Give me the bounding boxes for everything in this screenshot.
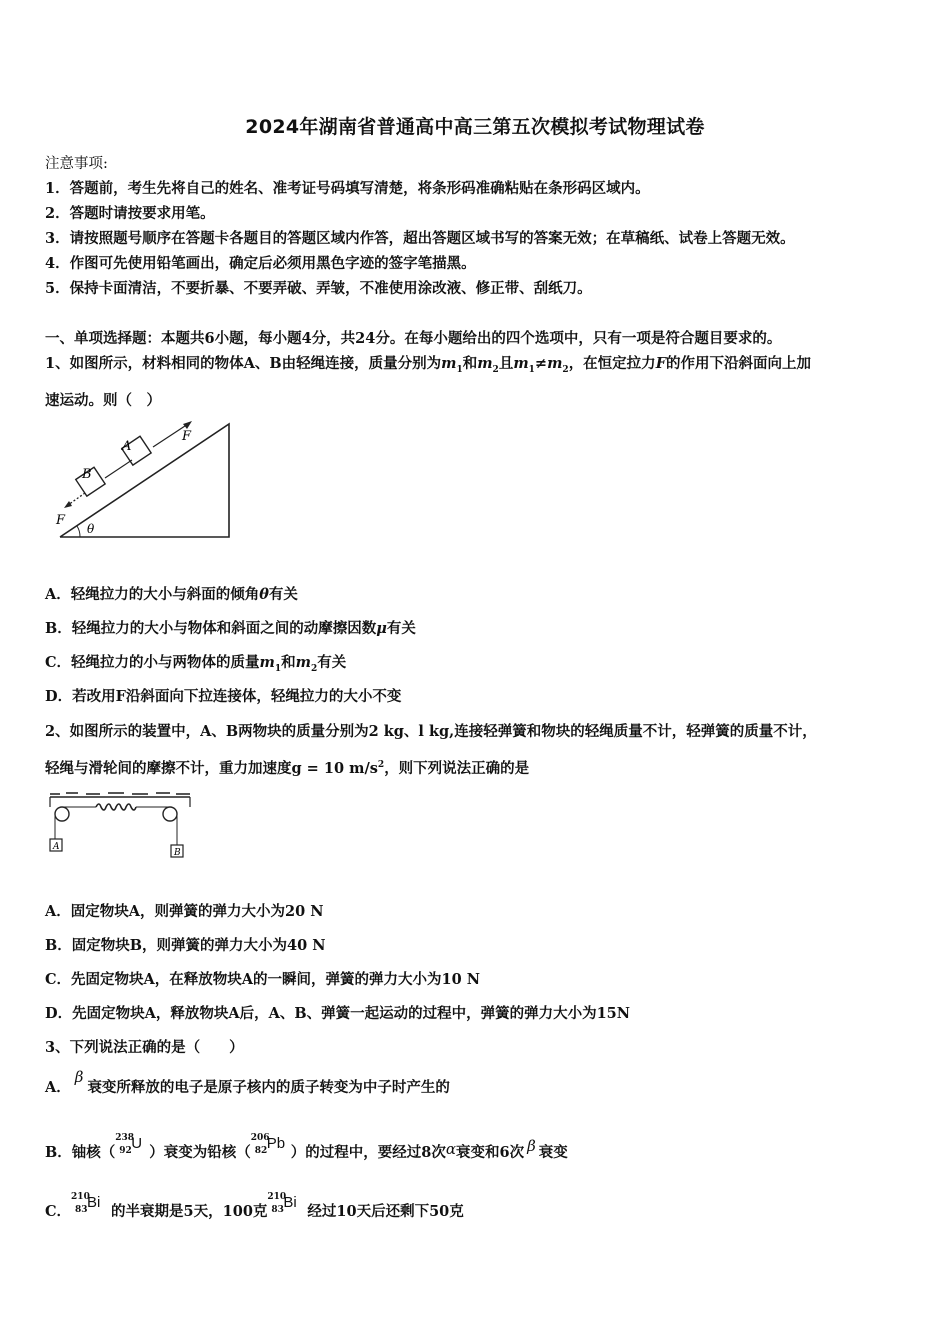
question-2-stem: 2、如图所示的装置中，A、B两物块的质量分别为2 kg、l kg,连接轻弹簧和物块的轻绳质量不计，轻弹簧的质量不计， [45, 723, 817, 740]
label-a: A [122, 439, 132, 454]
question-1-stem: 1、如图所示，材料相同的物体A、B由轻绳连接，质量分别为$m_1$和$m_2$且$m_1\ne m_2$，在恒定拉力F的作用下沿斜面向上加 [45, 355, 811, 375]
question-2-stem-cont: 轻绳与滑轮间的摩擦不计，重力加速度g = 10 $m/s^2$，则下列说法正确的是 [45, 760, 530, 777]
isotope-lead: 206 82 Pb [250, 1133, 286, 1156]
rope [105, 460, 132, 478]
q2-option-c: C．先固定物块A，在释放物块A的一瞬间，弹簧的弹力大小为10 N [45, 971, 481, 988]
force-arrow-down [68, 493, 85, 505]
page-title: 2024年湖南省普通高中高三第五次模拟考试物理试卷 [245, 116, 705, 138]
label-a: A [53, 842, 60, 852]
incline-figure [52, 418, 237, 543]
isotope-bismuth: 210 83 Bi [267, 1192, 297, 1215]
question-1-stem-cont: 速运动。则（ ） [45, 392, 161, 409]
notice-item: 1．答题前，考生先将自己的姓名、准考证号码填写清楚，将条形码准确粘贴在条形码区域内。 [45, 180, 650, 197]
notice-item: 3．请按照题号顺序在答题卡各题目的答题区域内作答，超出答题区域书写的答案无效；在草稿纸、试卷上答题无效。 [45, 230, 795, 247]
q3-option-c: C． 210 83 Bi 的半衰期是5天，100克 210 83 Bi 经过10天后还剩下50克 [45, 1192, 464, 1220]
q2-option-d: D．先固定物块A，释放物块A后，A、B、弹簧一起运动的过程中，弹簧的弹力大小为15N [45, 1005, 631, 1022]
label-b: B [82, 467, 92, 482]
q3-option-a: A．β衰变所释放的电子是原子核内的质子转变为中子时产生的 [45, 1068, 450, 1096]
pulley-figure [48, 785, 198, 863]
section-heading: 一、单项选择题：本题共6小题，每小题4分，共24分。在每小题给出的四个选项中，只有一项是符合题目要求的。 [45, 330, 782, 347]
label-f-down: F [56, 513, 66, 528]
isotope-uranium: 238 92 U [115, 1133, 143, 1156]
question-3-stem: 3、下列说法正确的是（ ） [45, 1039, 244, 1056]
notice-item: 2．答题时请按要求用笔。 [45, 205, 215, 222]
label-theta: θ [87, 522, 95, 536]
q2-option-a: A．固定物块A，则弹簧的弹力大小为20 N [45, 903, 324, 920]
q2-option-b: B．固定物块B，则弹簧的弹力大小为40 N [45, 937, 326, 954]
isotope-bismuth: 210 83 Bi [71, 1192, 101, 1215]
notice-item: 5．保持卡面清洁，不要折暴、不要弄破、弄皱，不准使用涂改液、修正带、刮纸刀。 [45, 280, 592, 297]
q1-option-d: D．若改用F沿斜面向下拉连接体，轻绳拉力的大小不变 [45, 688, 402, 705]
spring [96, 804, 136, 810]
q1-option-a: A．轻绳拉力的大小与斜面的倾角θ有关 [45, 586, 298, 603]
notice-heading: 注意事项: [45, 156, 108, 172]
q1-option-b: B．轻绳拉力的大小与物体和斜面之间的动摩擦因数μ有关 [45, 620, 416, 637]
label-f-up: F [182, 429, 192, 444]
pulley-right [163, 807, 177, 821]
q3-option-b: B．铀核（ 238 92 U ）衰变为铅核（ 206 82 Pb ）的过程中，要经过8次α衰变和6次 β 衰变 [45, 1133, 568, 1161]
q1-option-c: C．轻绳拉力的小与两物体的质量$m_1$和$m_2$有关 [45, 654, 347, 674]
pulley-left [55, 807, 69, 821]
notice-item: 4．作图可先使用铅笔画出，确定后必须用黑色字迹的签字笔描黑。 [45, 255, 476, 272]
label-b: B [174, 848, 181, 858]
